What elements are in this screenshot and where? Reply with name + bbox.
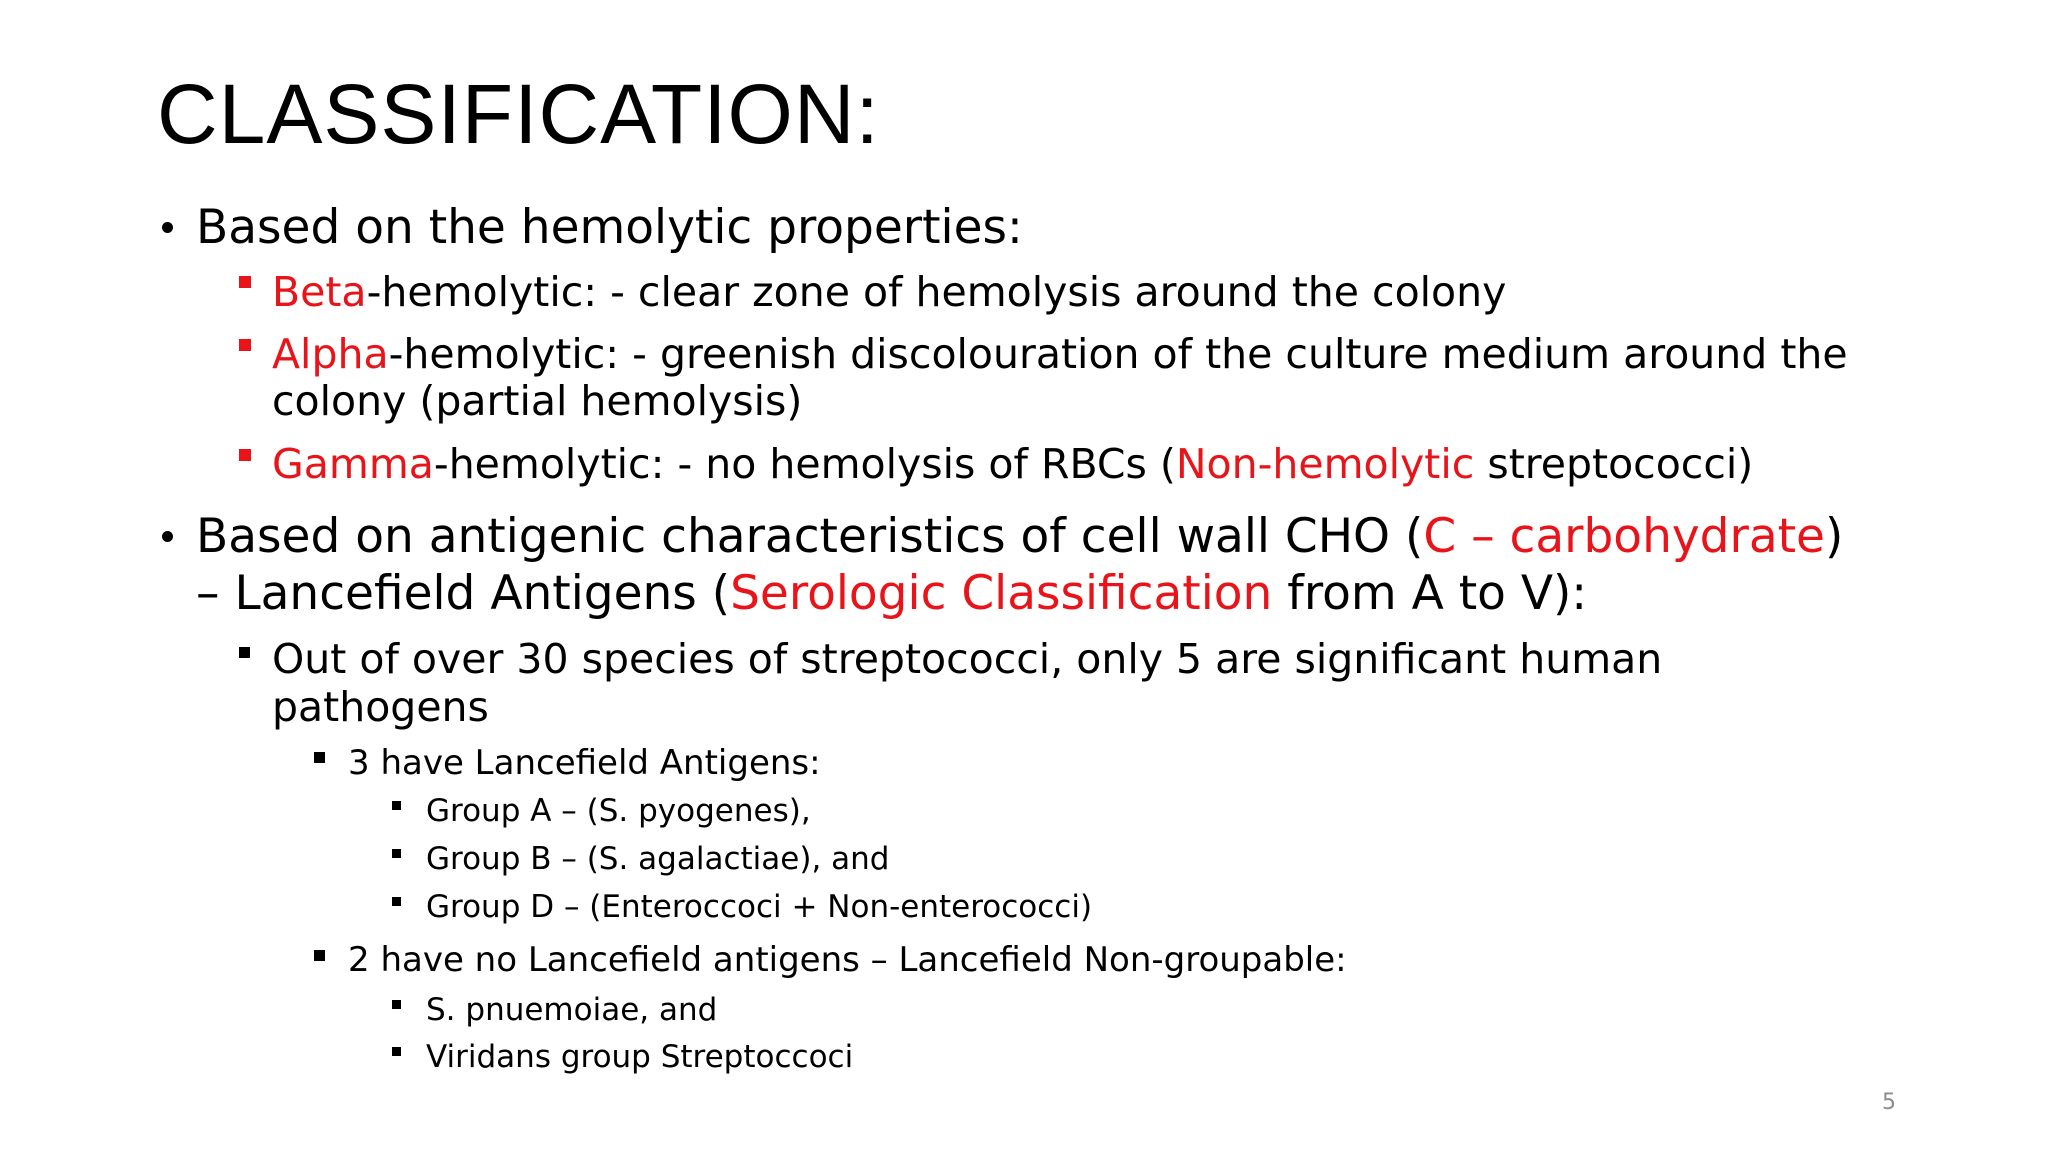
item-beta-red: Beta: [272, 268, 367, 316]
item-alpha-text: -hemolytic: - greenish discolouration of the culture medium around the: [388, 330, 1848, 378]
s-pneumoniae: S. pnuemoiae, and: [426, 992, 718, 1028]
item-gamma-text: -hemolytic: - no hemolysis of RBCs (: [433, 440, 1176, 488]
bullet-square-small: [392, 897, 401, 906]
bullet-antigenic-line2: [196, 566, 1587, 622]
bullet-square: [239, 647, 250, 658]
bullet-antigenic-line1: [196, 509, 1843, 565]
bullet-hemolytic: Based on the hemolytic properties:: [196, 200, 1023, 255]
item-alpha-red: Alpha: [272, 330, 389, 378]
bullet-square-small: [392, 1000, 401, 1009]
antigenic-line2-text-b: from A to V):: [1272, 566, 1588, 621]
antigenic-line2-text-a: – Lancefield Antigens (: [196, 566, 731, 621]
have-lancefield-label: 3 have Lancefield Antigens:: [348, 743, 821, 783]
item-beta: [272, 268, 1506, 317]
antigenic-text-b: ): [1824, 509, 1844, 564]
antigenic-red-serologic: Serologic Classification: [730, 566, 1273, 621]
bullet-square-small: [392, 1047, 401, 1056]
antigenic-red-cho: C – carbohydrate: [1423, 509, 1825, 564]
no-lancefield-label: 2 have no Lancefield antigens – Lancefield Non-groupable:: [348, 940, 1347, 980]
bullet-square-red: [239, 339, 251, 351]
bullet-square-small: [392, 849, 401, 858]
item-gamma-red2: Non-hemolytic: [1175, 440, 1475, 488]
slide-title: CLASSIFICATION:: [157, 67, 880, 161]
item-gamma-text2: streptococci): [1474, 440, 1754, 488]
species-line1: Out of over 30 species of streptococci, only 5 are significant human: [272, 635, 1663, 683]
bullet-square-red: [239, 276, 251, 288]
bullet-dot: [162, 222, 173, 233]
bullet-dot: [162, 531, 173, 542]
bullet-square: [314, 950, 325, 961]
item-beta-text: -hemolytic: - clear zone of hemolysis around the colony: [366, 268, 1507, 316]
bullet-square-red: [239, 449, 251, 461]
group-d: Group D – (Enteroccoci + Non-enterococci): [426, 889, 1093, 925]
item-alpha: [272, 330, 1848, 379]
bullet-square-small: [392, 801, 401, 810]
species-line2: pathogens: [272, 683, 489, 731]
group-a: Group A – (S. pyogenes),: [426, 793, 811, 829]
page-number: 5: [1882, 1090, 1896, 1115]
item-alpha-cont: colony (partial hemolysis): [272, 377, 803, 425]
antigenic-text-a: Based on antigenic characteristics of cell wall CHO (: [196, 509, 1424, 564]
item-gamma-red: Gamma: [272, 440, 434, 488]
bullet-square: [314, 752, 325, 763]
group-b: Group B – (S. agalactiae), and: [426, 841, 890, 877]
viridans: Viridans group Streptoccoci: [426, 1039, 854, 1075]
item-gamma: [272, 440, 1753, 489]
